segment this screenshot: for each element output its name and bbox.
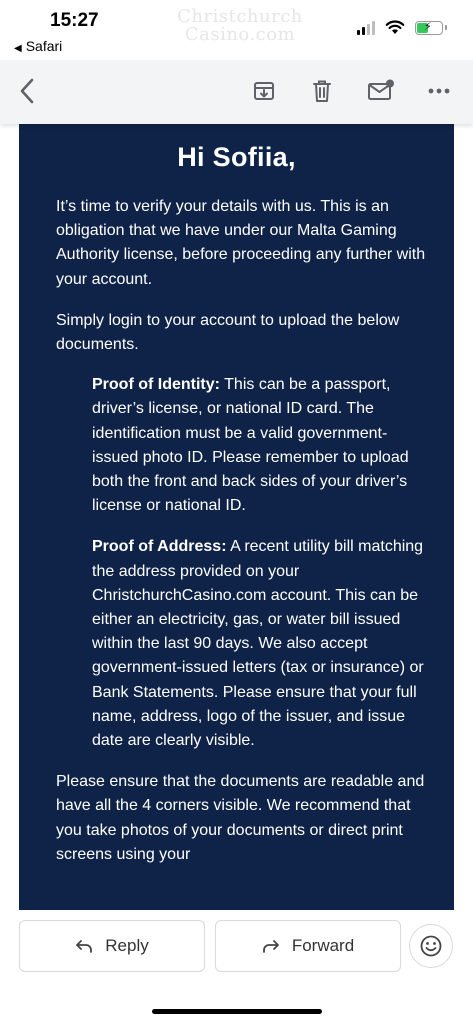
email-paragraph-intro: It’s time to verify your details with us. This is an obligation that we have under our Malta Gaming Authority license, before proceeding any further with your account. (56, 198, 426, 288)
proof-of-identity-text: This can be a passport, driver’s license, or national ID card. The identification must be a valid government-issued photo ID. Please remember to upload both the front and back sides of your driver’s license or national ID. (92, 376, 409, 515)
status-bar (0, 0, 473, 60)
email-paragraph-instructions: Simply login to your account to upload the below documents. (56, 311, 400, 354)
reply-label: Reply (105, 936, 149, 955)
emoji-reaction-button[interactable] (409, 924, 453, 968)
mark-unread-icon (367, 79, 395, 103)
archive-icon (252, 79, 276, 103)
status-icons (357, 20, 443, 35)
reply-button[interactable] (19, 920, 205, 972)
reply-arrow-icon (75, 939, 93, 953)
status-time: 15:27 (50, 10, 99, 31)
email-greeting: Hi Sofiia, (177, 142, 296, 172)
more-options-button[interactable] (422, 74, 456, 108)
casino-logo-watermark: Christchurch Casino.com (177, 6, 303, 45)
email-paragraph-requirements: Please ensure that the documents are readable and have all the 4 corners visible. We recommend that you take photos of your documents or direct print screens using your (56, 773, 425, 863)
proof-of-address-text: A recent utility bill matching the address provided on your ChristchurchCasino.com account. This can be either an electricity, gas, or water bill issued within the last 90 days. We also accept government-issued letters (tax or insurance) or Bank Statements. Please ensure that your full name, address, logo of the issuer, and issue date are clearly visible. (92, 538, 424, 750)
proof-of-address-item (19, 535, 454, 753)
proof-of-address-label: Proof of Address: (92, 538, 227, 556)
cellular-signal-icon (357, 21, 375, 35)
back-button[interactable] (10, 74, 44, 108)
forward-button[interactable] (215, 920, 401, 972)
back-chevron-icon (17, 77, 37, 105)
delete-button[interactable] (305, 74, 339, 108)
email-card (19, 124, 454, 910)
forward-arrow-icon (262, 939, 280, 953)
back-triangle-icon: ◀ (14, 43, 22, 54)
forward-label: Forward (291, 936, 355, 955)
smiley-icon (419, 934, 443, 958)
mark-unread-button[interactable] (364, 74, 398, 108)
mail-toolbar (0, 60, 473, 124)
back-app-label: Safari (25, 38, 63, 54)
proof-of-identity-label: Proof of Identity: (92, 376, 220, 394)
proof-of-identity-item (19, 373, 454, 518)
trash-icon (311, 79, 333, 103)
reply-actions-bar (0, 910, 473, 1024)
home-indicator[interactable] (152, 1009, 322, 1014)
more-icon (427, 87, 451, 95)
wifi-icon (385, 20, 405, 35)
email-body[interactable] (0, 124, 473, 910)
archive-button[interactable] (247, 74, 281, 108)
battery-icon: ⚡ (415, 21, 443, 35)
back-to-app-link[interactable] (14, 38, 62, 54)
